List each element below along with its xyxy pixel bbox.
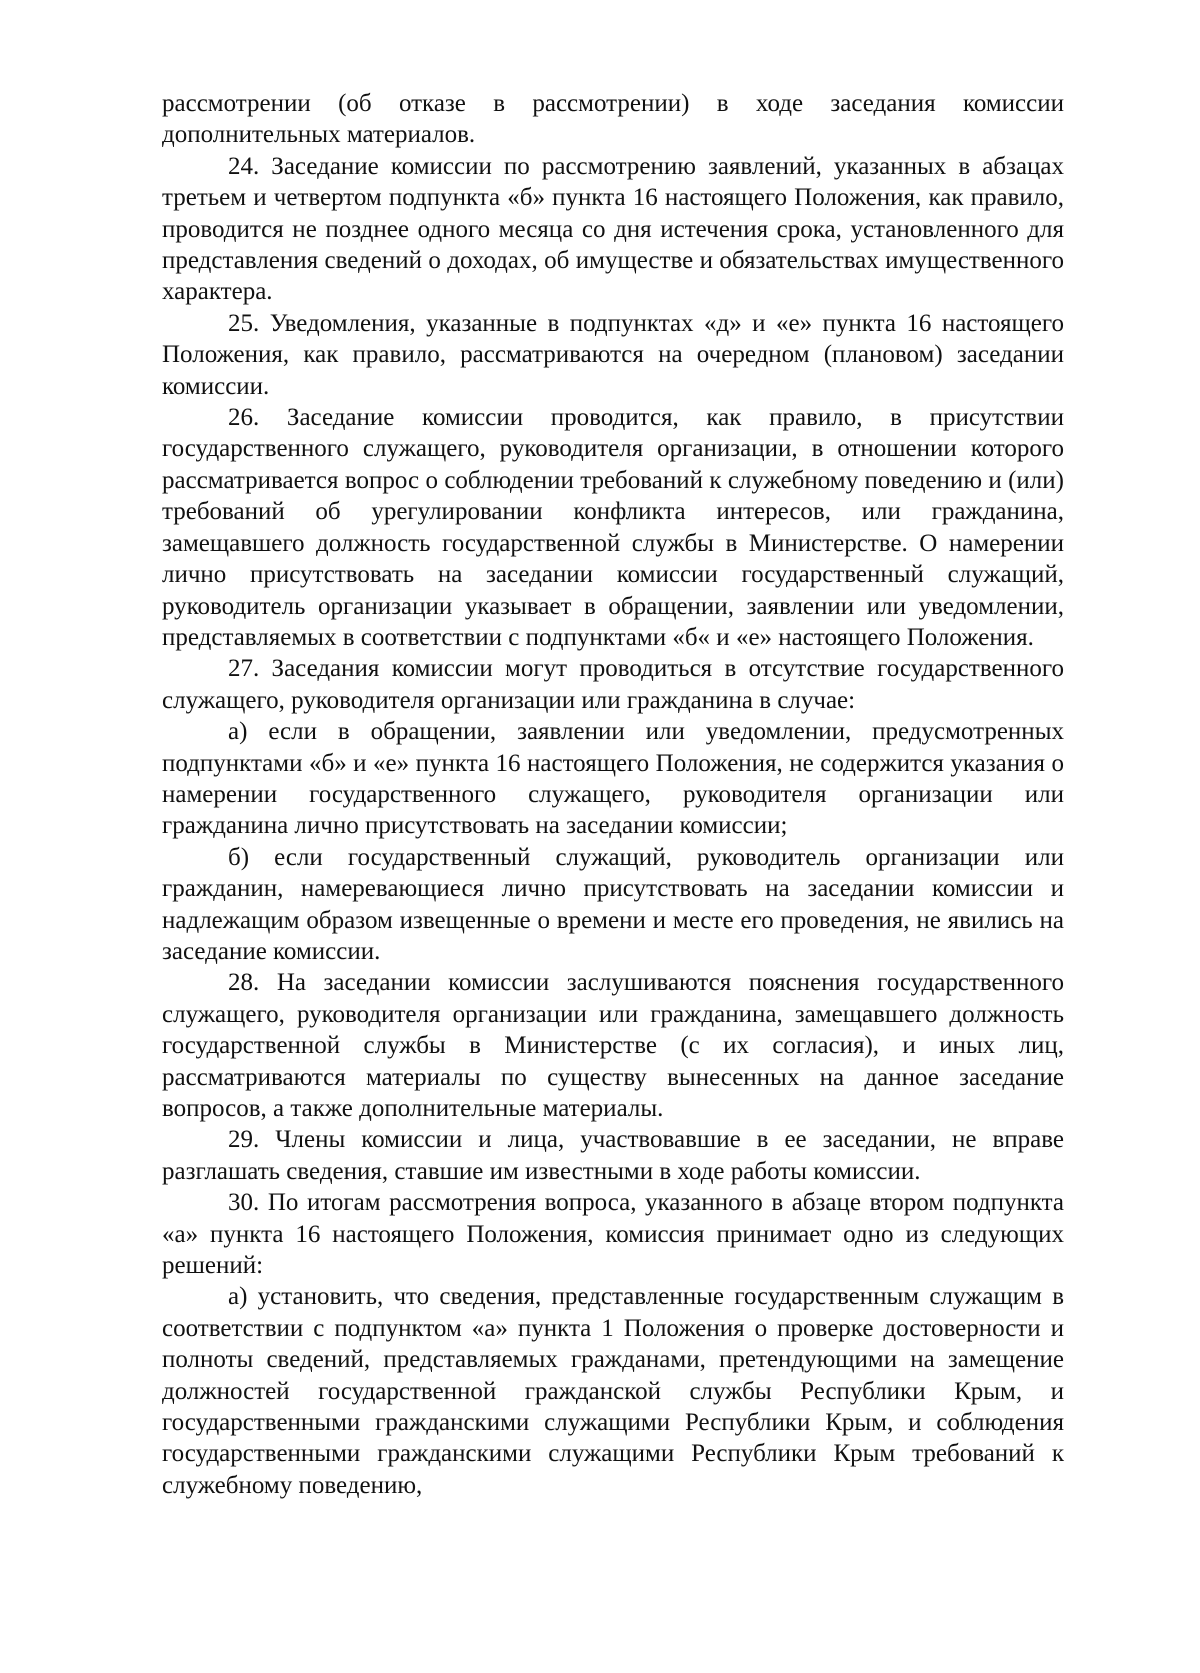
document-body	[162, 88, 1064, 1501]
paragraph-28: 28. На заседании комиссии заслушиваются пояснения государственного служащего, руководителя организации или гражданина, замещавшего должность государственной службы в Министерстве (с их согласия), и иных лиц, рассматриваются материалы по существу вынесенных на данное заседание вопросов, а также дополнительные материалы.	[162, 969, 1064, 1122]
paragraph-27-b: б) если государственный служащий, руководитель организации или гражданин, намеревающиеся лично присутствовать на заседании комиссии и надлежащим образом извещенные о времени и месте его проведения, не явились на заседание комиссии.	[162, 843, 1064, 965]
paragraph-27: 27. Заседания комиссии могут проводиться в отсутствие государственного служащего, руководителя организации или гражданина в случае:	[162, 655, 1064, 714]
paragraph-24: 24. Заседание комиссии по рассмотрению заявлений, указанных в абзацах третьем и четвертом подпункта «б» пункта 16 настоящего Положения, как правило, проводится не позднее одного месяца со дня истечения срока, установленного для представления сведений о доходах, об имуществе и обязательствах имущественного характера.	[162, 152, 1064, 306]
paragraph-25: 25. Уведомления, указанные в подпунктах «д» и «е» пункта 16 настоящего Положения, как правило, рассматриваются на очередном (плановом) заседании комиссии.	[162, 309, 1064, 400]
paragraph-30-a: а) установить, что сведения, представленные государственным служащим в соответствии с подпунктом «а» пункта 1 Положения о проверке достоверности и полноты сведений, представляемых гражданами, претендующими на замещение должностей государственной гражданской службы Республики Крым, и государственными гражданскими служащими Республики Крым, и соблюдения государственными гражданскими служащими Республики Крым требований к служебному поведению,	[162, 1283, 1064, 1499]
paragraph-continuation: рассмотрении (об отказе в рассмотрении) в ходе заседания комиссии дополнительных материалов.	[162, 90, 1064, 149]
paragraph-26: 26. Заседание комиссии проводится, как правило, в присутствии государственного служащего, руководителя организации, в отношении которого рассматривается вопрос о соблюдении требований к служебному поведению и (или) требований об урегулировании конфликта интересов, или гражданина, замещавшего должность государственной службы в Министерстве. О намерении лично присутствовать на заседании комиссии государственный служащий, руководитель организации указывает в обращении, заявлении или уведомлении, представляемых в соответствии с подпунктами «б« и «е» настоящего Положения.	[162, 404, 1064, 651]
paragraph-30: 30. По итогам рассмотрения вопроса, указанного в абзаце втором подпункта «а» пункта 16 настоящего Положения, комиссия принимает одно из следующих решений:	[162, 1189, 1064, 1280]
paragraph-29: 29. Члены комиссии и лица, участвовавшие в ее заседании, не вправе разглашать сведения, ставшие им известными в ходе работы комиссии.	[162, 1126, 1064, 1185]
paragraph-27-a: а) если в обращении, заявлении или уведомлении, предусмотренных подпунктами «б» и «е» пункта 16 настоящего Положения, не содержится указания о намерении государственного служащего, руководителя организации или гражданина лично присутствовать на заседании комиссии;	[162, 718, 1064, 840]
